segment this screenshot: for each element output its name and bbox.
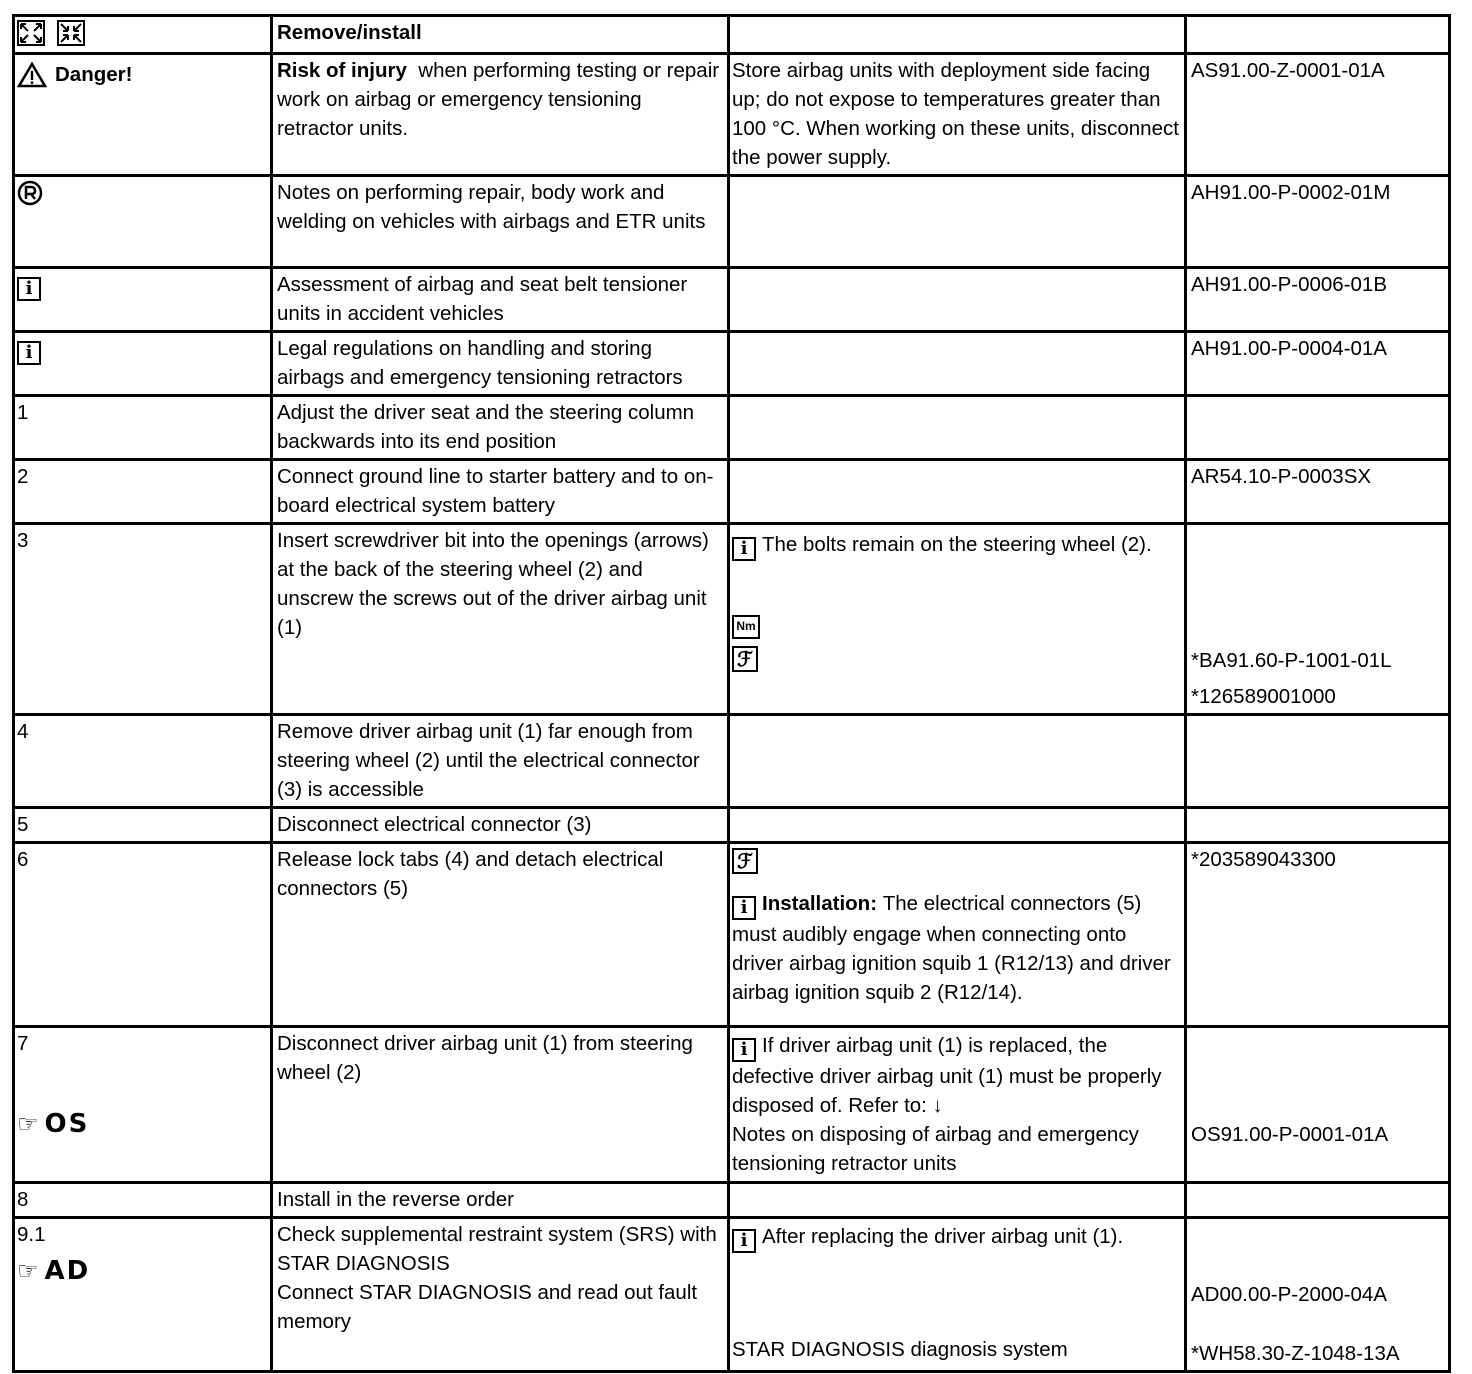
step-ref-cell bbox=[1186, 1027, 1450, 1183]
step-note-cell bbox=[729, 1183, 1186, 1218]
step-note-cell bbox=[729, 524, 1186, 715]
step-number: 7 bbox=[17, 1032, 29, 1055]
info-icon: i bbox=[732, 896, 756, 920]
step-note-cell bbox=[729, 843, 1186, 1027]
os-code bbox=[17, 1110, 89, 1139]
step-ref[interactable]: AR54.10-P-0003SX bbox=[1186, 460, 1450, 524]
note-row bbox=[14, 176, 1450, 268]
step-number: 2 bbox=[14, 460, 272, 524]
header-icons-cell bbox=[14, 16, 272, 54]
install-text: The electrical connectors (5) must audibly engage when connecting onto driver airbag ignition squib 1 (R12/13) and driver airbag ignition squib 2 (R12/14). bbox=[732, 892, 1171, 1004]
step-note-cell bbox=[729, 396, 1186, 460]
step-row bbox=[14, 1027, 1450, 1183]
step-number: 6 bbox=[14, 843, 272, 1027]
step-row bbox=[14, 396, 1450, 460]
step-note-cell bbox=[729, 715, 1186, 808]
note-text: Legal regulations on handling and storing airbags and emergency tensioning retractors bbox=[272, 332, 729, 396]
ad-code-label: AD bbox=[44, 1256, 91, 1286]
note-ref[interactable]: AH91.00-P-0004-01A bbox=[1186, 332, 1450, 396]
step-text: Disconnect electrical connector (3) bbox=[272, 808, 729, 843]
danger-note: Store airbag units with deployment side facing up; do not expose to temperatures greater than 100 °C. When working on these units, disconnect the power supply. bbox=[729, 54, 1186, 176]
step-ref-2[interactable]: *WH58.30-Z-1048-13A bbox=[1191, 1342, 1400, 1365]
step-text: Check supplemental restraint system (SRS) with STAR DIAGNOSIS bbox=[277, 1223, 717, 1275]
header-title-text: Remove/install bbox=[277, 21, 422, 44]
note-ref[interactable]: AH91.00-P-0002-01M bbox=[1186, 176, 1450, 268]
danger-text-cell bbox=[272, 54, 729, 176]
step-ref-cell bbox=[1186, 715, 1450, 808]
step-ref-cell bbox=[1186, 1218, 1450, 1372]
note-row bbox=[14, 332, 1450, 396]
step-ref-cell bbox=[1186, 1183, 1450, 1218]
step-number: 8 bbox=[14, 1183, 272, 1218]
torque-ref[interactable]: *BA91.60-P-1001-01L bbox=[1191, 649, 1392, 672]
os-code-label: OS bbox=[44, 1109, 90, 1139]
danger-cell bbox=[14, 54, 272, 176]
collapse-icon[interactable] bbox=[57, 20, 85, 46]
note-row bbox=[14, 268, 1450, 332]
info-icon: i bbox=[17, 277, 41, 301]
step-number-cell bbox=[14, 1027, 272, 1183]
step-text: Adjust the driver seat and the steering column backwards into its end position bbox=[272, 396, 729, 460]
procedure-table bbox=[12, 14, 1451, 1373]
step-ref[interactable]: OS91.00-P-0001-01A bbox=[1191, 1123, 1389, 1146]
step-number-cell bbox=[14, 1218, 272, 1372]
step-row bbox=[14, 524, 1450, 715]
note-icon-cell bbox=[14, 268, 272, 332]
repair-note-icon bbox=[17, 180, 43, 206]
danger-ref[interactable]: AS91.00-Z-0001-01A bbox=[1186, 54, 1450, 176]
step-text-cell bbox=[272, 1218, 729, 1372]
info-icon: i bbox=[732, 1038, 756, 1062]
step-text: Connect ground line to starter battery and to on-board electrical system battery bbox=[272, 460, 729, 524]
info-icon: i bbox=[732, 1229, 756, 1253]
step-row bbox=[14, 1218, 1450, 1372]
header-title bbox=[272, 16, 729, 54]
note-text: Notes on performing repair, body work and welding on vehicles with airbags and ETR units bbox=[272, 176, 729, 268]
step-ref-cell bbox=[1186, 396, 1450, 460]
step-note: After replacing the driver airbag unit (1). bbox=[762, 1225, 1124, 1248]
note-empty-cell bbox=[729, 268, 1186, 332]
step-row bbox=[14, 460, 1450, 524]
header-empty-cell bbox=[729, 16, 1186, 54]
step-text-2: Connect STAR DIAGNOSIS and read out fault memory bbox=[277, 1281, 698, 1333]
step-text: Insert screwdriver bit into the openings (arrows) at the back of the steering wheel (2) and unscrew the screws out of the driver airbag unit (1) bbox=[272, 524, 729, 715]
danger-label: Danger! bbox=[55, 63, 133, 86]
note-empty-cell bbox=[729, 332, 1186, 396]
note-icon-cell bbox=[14, 176, 272, 268]
torque-nm-icon: Nm bbox=[732, 615, 760, 639]
step-number: 1 bbox=[14, 396, 272, 460]
step-row bbox=[14, 843, 1450, 1027]
step-number: 3 bbox=[14, 524, 272, 715]
info-icon: i bbox=[732, 537, 756, 561]
step-number: 5 bbox=[14, 808, 272, 843]
special-tool-icon: ℱ bbox=[732, 646, 758, 672]
info-icon: i bbox=[17, 341, 41, 365]
step-row bbox=[14, 1183, 1450, 1218]
tool-ref[interactable]: *203589043300 bbox=[1186, 843, 1450, 1027]
step-text: Remove driver airbag unit (1) far enough from steering wheel (2) until the electrical connector (3) is accessible bbox=[272, 715, 729, 808]
warning-triangle-icon bbox=[17, 62, 47, 88]
step-row bbox=[14, 808, 1450, 843]
note-icon-cell bbox=[14, 332, 272, 396]
step-text: Release lock tabs (4) and detach electrical connectors (5) bbox=[272, 843, 729, 1027]
step-number: 4 bbox=[14, 715, 272, 808]
special-tool-icon: ℱ bbox=[732, 848, 758, 874]
step-note-cell bbox=[729, 808, 1186, 843]
note-text: Assessment of airbag and seat belt tensioner units in accident vehicles bbox=[272, 268, 729, 332]
step-note-2: Notes on disposing of airbag and emergency tensioning retractor units bbox=[732, 1123, 1139, 1175]
header-row bbox=[14, 16, 1450, 54]
step-note: If driver airbag unit (1) is replaced, the defective driver airbag unit (1) must be properly disposed of. Refer to: ↓ bbox=[732, 1034, 1162, 1117]
step-note-cell bbox=[729, 460, 1186, 524]
step-ref[interactable]: AD00.00-P-2000-04A bbox=[1191, 1283, 1388, 1306]
step-note-cell bbox=[729, 1218, 1186, 1372]
pointing-hand-icon: ☞ bbox=[17, 1110, 41, 1138]
header-empty-cell bbox=[1186, 16, 1450, 54]
tool-ref[interactable]: *126589001000 bbox=[1191, 685, 1336, 708]
step-text: Install in the reverse order bbox=[272, 1183, 729, 1218]
danger-text: when performing testing or repair work on airbag or emergency tensioning retractor units. bbox=[277, 59, 720, 140]
ad-code bbox=[17, 1257, 90, 1286]
step-text: Disconnect driver airbag unit (1) from steering wheel (2) bbox=[272, 1027, 729, 1183]
danger-row bbox=[14, 54, 1450, 176]
step-note: The bolts remain on the steering wheel (2). bbox=[762, 533, 1152, 556]
note-empty-cell bbox=[729, 176, 1186, 268]
pointing-hand-icon: ☞ bbox=[17, 1257, 41, 1285]
step-row bbox=[14, 715, 1450, 808]
step-note-2: STAR DIAGNOSIS diagnosis system bbox=[732, 1338, 1068, 1361]
step-ref-cell bbox=[1186, 524, 1450, 715]
step-number: 9.1 bbox=[17, 1223, 46, 1246]
note-ref[interactable]: AH91.00-P-0006-01B bbox=[1186, 268, 1450, 332]
expand-icon[interactable] bbox=[17, 20, 45, 46]
step-note-cell bbox=[729, 1027, 1186, 1183]
step-ref-cell bbox=[1186, 808, 1450, 843]
danger-title: Risk of injury bbox=[277, 59, 407, 82]
install-label: Installation: bbox=[762, 892, 878, 915]
